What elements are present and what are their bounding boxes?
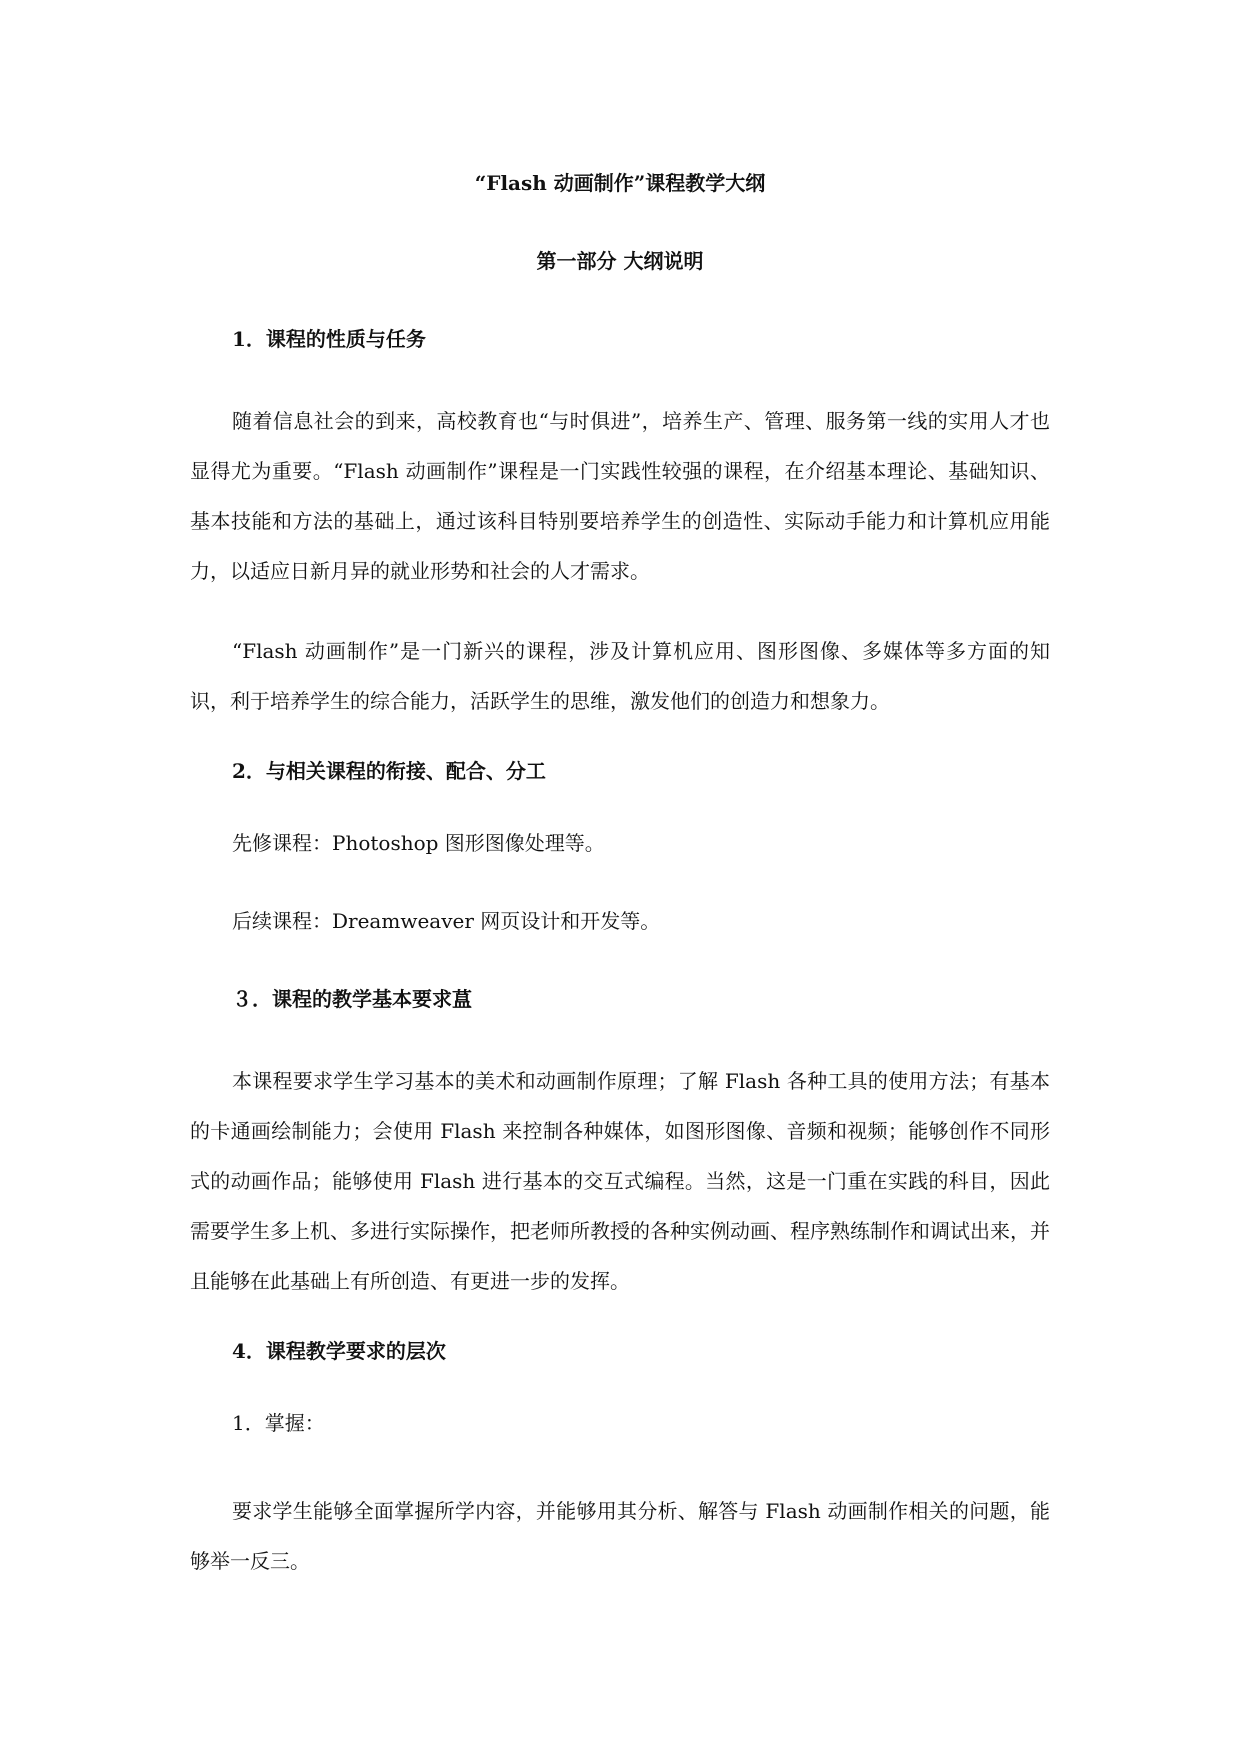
part-title: 第一部分 大纲说明 [536,249,704,273]
level-item-1: 1．掌握： [232,1411,325,1435]
document-content [190,168,1050,1616]
section-heading-1: 1．课程的性质与任务 [232,327,426,351]
section-3-paragraph: 本课程要求学生学习基本的美术和动画制作原理；了解 Flash 各种工具的使用方法；有基本的卡通画绘制能力；会使用 Flash 来控制各种媒体，如图形图像、音频和视频；能够创作不同形式的动画作品；能够使用 Flash 进行基本的交互式编程。当然，这是一门重在实践的科目，因此需要学生多上机、多进行实际操作，把老师所教授的各种实例动画、程序熟练制作和调试出来，并且能够在此基础上有所创造、有更进一步的发挥。 [190,1069,1050,1293]
follow-up-course-line: 后续课程：Dreamweaver 网页设计和开发等。 [232,909,661,933]
section-heading-3: ３．课程的教学基本要求蒀 [232,987,472,1011]
section-1-paragraph-2: “Flash 动画制作”是一门新兴的课程，涉及计算机应用、图形图像、多媒体等多方面的知识，利于培养学生的综合能力，活跃学生的思维，激发他们的创造力和想象力。 [190,639,1050,713]
section-heading-4: 4．课程教学要求的层次 [232,1339,446,1363]
section-1-paragraph-1: 随着信息社会的到来，高校教育也“与时俱进”，培养生产、管理、服务第一线的实用人才也显得尤为重要。“Flash 动画制作”课程是一门实践性较强的课程，在介绍基本理论、基础知识、基本技能和方法的基础上，通过该科目特别要培养学生的创造性、实际动手能力和计算机应用能力，以适应日新月异的就业形势和社会的人才需求。 [190,409,1050,583]
document-title: “Flash 动画制作”课程教学大纲 [474,171,766,195]
prerequisite-course-line: 先修课程：Photoshop 图形图像处理等。 [232,831,605,855]
section-heading-2: 2．与相关课程的衔接、配合、分工 [232,759,546,783]
section-4-paragraph: 要求学生能够全面掌握所学内容，并能够用其分析、解答与 Flash 动画制作相关的问题，能够举一反三。 [190,1499,1050,1573]
